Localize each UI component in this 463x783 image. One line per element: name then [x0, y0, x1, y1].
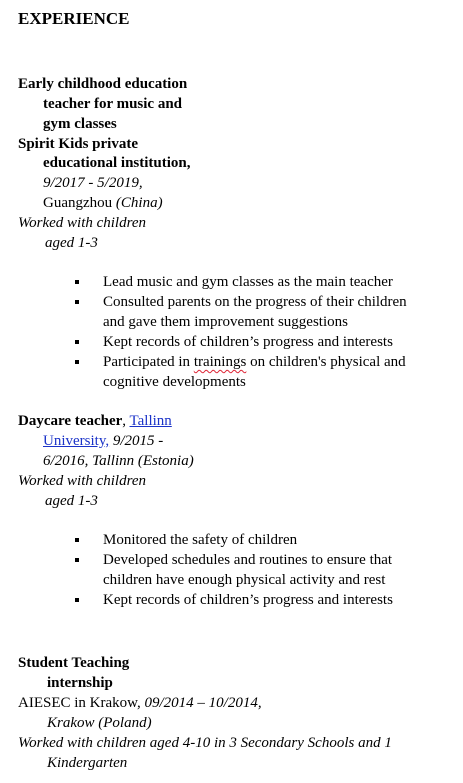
worked-with-line: Kindergarten	[47, 755, 128, 771]
employer-link[interactable]: University,	[43, 433, 110, 449]
job-title-line: gym classes	[43, 116, 117, 132]
job-title-line: Student Teaching	[18, 655, 130, 671]
bullet-text: Lead music and gym classes as the main teacher	[103, 274, 393, 290]
bullet-text: Consulted parents on the progress of their children	[103, 294, 407, 310]
job-title-line: internship	[47, 675, 113, 691]
bullet-text-part: on children's physical and	[246, 354, 406, 370]
worked-with-line: Worked with children	[18, 215, 147, 231]
bullet-text: Monitored the safety of children	[103, 532, 298, 548]
bullet-text-part: Participated in	[103, 354, 194, 370]
employer: AIESEC in Krakow,	[18, 695, 141, 711]
bullet-icon	[75, 360, 79, 364]
bullet-text: cognitive developments	[103, 374, 246, 390]
bullet-text: Developed schedules and routines to ensure that	[103, 552, 393, 568]
bullet-text: Kept records of children’s progress and interests	[103, 334, 393, 350]
section-title: EXPERIENCE	[18, 9, 130, 28]
job-dates: 9/2017 - 5/2019,	[43, 175, 143, 191]
worked-with-line: aged 1-3	[45, 235, 98, 251]
job-dates-location: 6/2016, Tallinn (Estonia)	[43, 453, 194, 469]
job-dates: 9/2015 -	[112, 433, 164, 449]
bullet-icon	[75, 340, 79, 344]
location-city: Guangzhou	[43, 195, 113, 211]
bullet-text: children have enough physical activity and rest	[103, 572, 386, 588]
job-title-line: Early childhood education	[18, 76, 188, 92]
worked-with-line: Worked with children aged 4-10 in 3 Secondary Schools and 1	[18, 735, 392, 751]
job-title-line: teacher for music and	[43, 96, 183, 112]
employer-link[interactable]: Tallinn	[129, 413, 172, 429]
spellcheck-word: trainings	[193, 354, 247, 370]
job-title: Daycare teacher	[18, 413, 123, 429]
job-dates: 09/2014 – 10/2014,	[144, 695, 262, 711]
employer-line: Spirit Kids private	[18, 136, 139, 152]
bullet-text: and gave them improvement suggestions	[103, 314, 348, 330]
bullet-text	[103, 352, 406, 372]
job-location: Krakow (Poland)	[47, 715, 152, 731]
bullet-text: Kept records of children’s progress and interests	[103, 592, 393, 608]
bullet-icon	[75, 598, 79, 602]
bullet-icon	[75, 538, 79, 542]
title-separator: ,	[122, 413, 127, 429]
location-country: (China)	[115, 195, 163, 211]
bullet-icon	[75, 558, 79, 562]
bullet-icon	[75, 280, 79, 284]
worked-with-line: Worked with children	[18, 473, 147, 489]
employer-line: educational institution,	[43, 155, 191, 171]
job-title-line	[18, 411, 172, 431]
job-location	[43, 193, 163, 213]
bullet-icon	[75, 300, 79, 304]
worked-with-line: aged 1-3	[45, 493, 98, 509]
employer-line	[43, 431, 163, 451]
employer-line	[18, 693, 262, 713]
